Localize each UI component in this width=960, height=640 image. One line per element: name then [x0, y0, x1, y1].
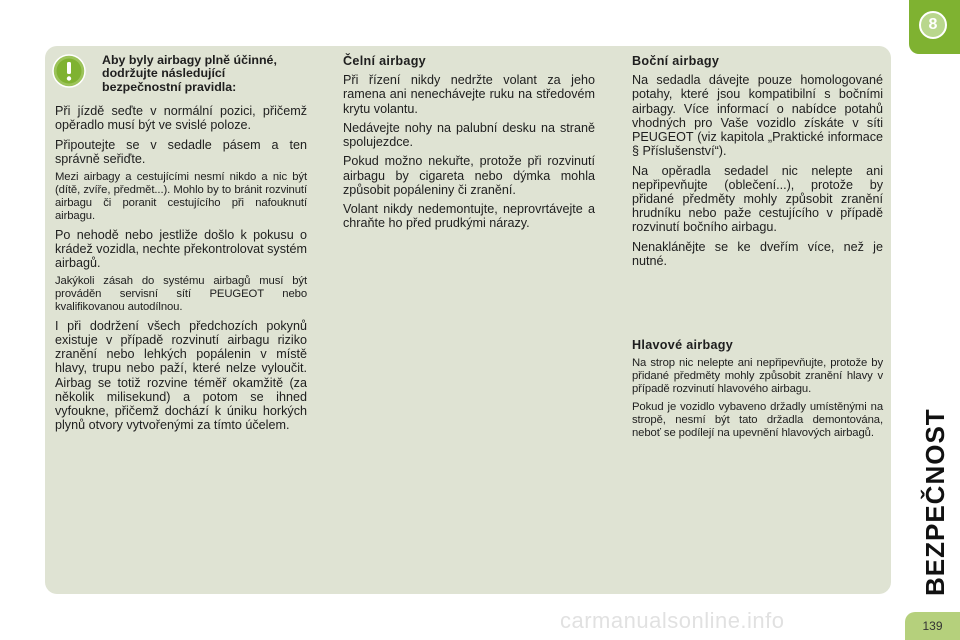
section-title: BEZPEČNOST — [920, 408, 950, 596]
side-airbags-heading: Boční airbagy — [632, 54, 720, 68]
side-airbags-column — [632, 54, 883, 273]
warning-paragraph: Připoutejte se v sedadle pásem a ten správně seřiďte. — [55, 137, 307, 166]
side-airbags-paragraph: Nenaklánějte se ke dveřím více, než je nutné. — [632, 239, 883, 268]
front-airbags-column — [343, 54, 595, 235]
warning-column — [55, 54, 307, 438]
head-airbags-section — [632, 338, 883, 444]
side-airbags-paragraph: Na opěradla sedadel nic nelepte ani nepřipevňujte (oblečení...), protože by přidané předměty mohly způsobit zranění hrudníku nebo paže cestujícího v případě rozvinutí bočního airbagu. — [632, 163, 883, 235]
watermark: carmanualsonline.info — [560, 608, 785, 633]
front-airbags-paragraph: Pokud možno nekuřte, protože při rozvinutí airbagu by cigareta nebo dýmka mohla způsobit popáleniny či zranění. — [343, 154, 595, 197]
chapter-number: 8 — [919, 11, 947, 39]
head-airbags-paragraph: Pokud je vozidlo vybaveno držadly umístěnými na stropě, nesmí být tato držadla demontována, neboť se podílejí na upevnění hlavových airbagů. — [632, 400, 883, 439]
front-airbags-heading: Čelní airbagy — [343, 54, 426, 68]
head-airbags-paragraph: Na strop nic nelepte ani nepřipevňujte, protože by přidané předměty mohly způsobit zranění hlavy v případě rozvinutí hlavového airbagu. — [632, 357, 883, 395]
front-airbags-paragraph: Volant nikdy nedemontujte, neprovrtávejte a chraňte ho před prudkými nárazy. — [343, 201, 595, 231]
side-airbags-paragraph: Na sedadla dávejte pouze homologované potahy, které jsou kompatibilní s bočními airbagy. Více informací o nabídce potahů vhodných pro Vaše vozidlo získáte v síti PEUGEOT (viz kapitola „Praktické informace § Příslušenství“). — [632, 73, 883, 159]
warning-paragraph: Mezi airbagy a cestujícími nesmí nikdo a nic být (dítě, zvíře, předmět...). Mohlo by to bránit rozvinutí airbagu či poranit cestujícího při nafouknutí airbagu. — [55, 171, 307, 222]
warning-heading: Aby byly airbagy plně účinné, dodržujte následující bezpečnostní pravidla: — [102, 53, 277, 94]
warning-paragraph: Jakýkoli zásah do systému airbagů musí být prováděn servisní sítí PEUGEOT nebo kvalifikovanou autodílnou. — [55, 275, 307, 313]
front-airbags-paragraph: Nedávejte nohy na palubní desku na straně spolujezdce. — [343, 120, 595, 150]
front-airbags-paragraph: Při řízení nikdy nedržte volant za jeho ramena ani nenechávejte ruku na středovém krytu volantu. — [343, 73, 595, 116]
warning-paragraph: Při jízdě seďte v normální pozici, přičemž opěradlo musí být ve svislé poloze. — [55, 104, 307, 133]
head-airbags-heading: Hlavové airbagy — [632, 338, 734, 352]
page-number: 139 — [905, 612, 960, 640]
warning-paragraph: I při dodržení všech předchozích pokynů existuje v případě rozvinutí airbagu riziko zranění nebo lehkých popálenin v místě hlavy, trupu nebo paží, které nelze vyloučit. Airbag se totiž rozvine téměř okamžitě (za několik milisekund) a potom se ihned vyfoukne, přičemž dochází k úniku horkých plynů otvory vytvořenými za tímto účelem. — [55, 318, 307, 433]
warning-paragraph: Po nehodě nebo jestliže došlo k pokusu o krádež vozidla, nechte překontrolovat systém airbagů. — [55, 227, 307, 270]
